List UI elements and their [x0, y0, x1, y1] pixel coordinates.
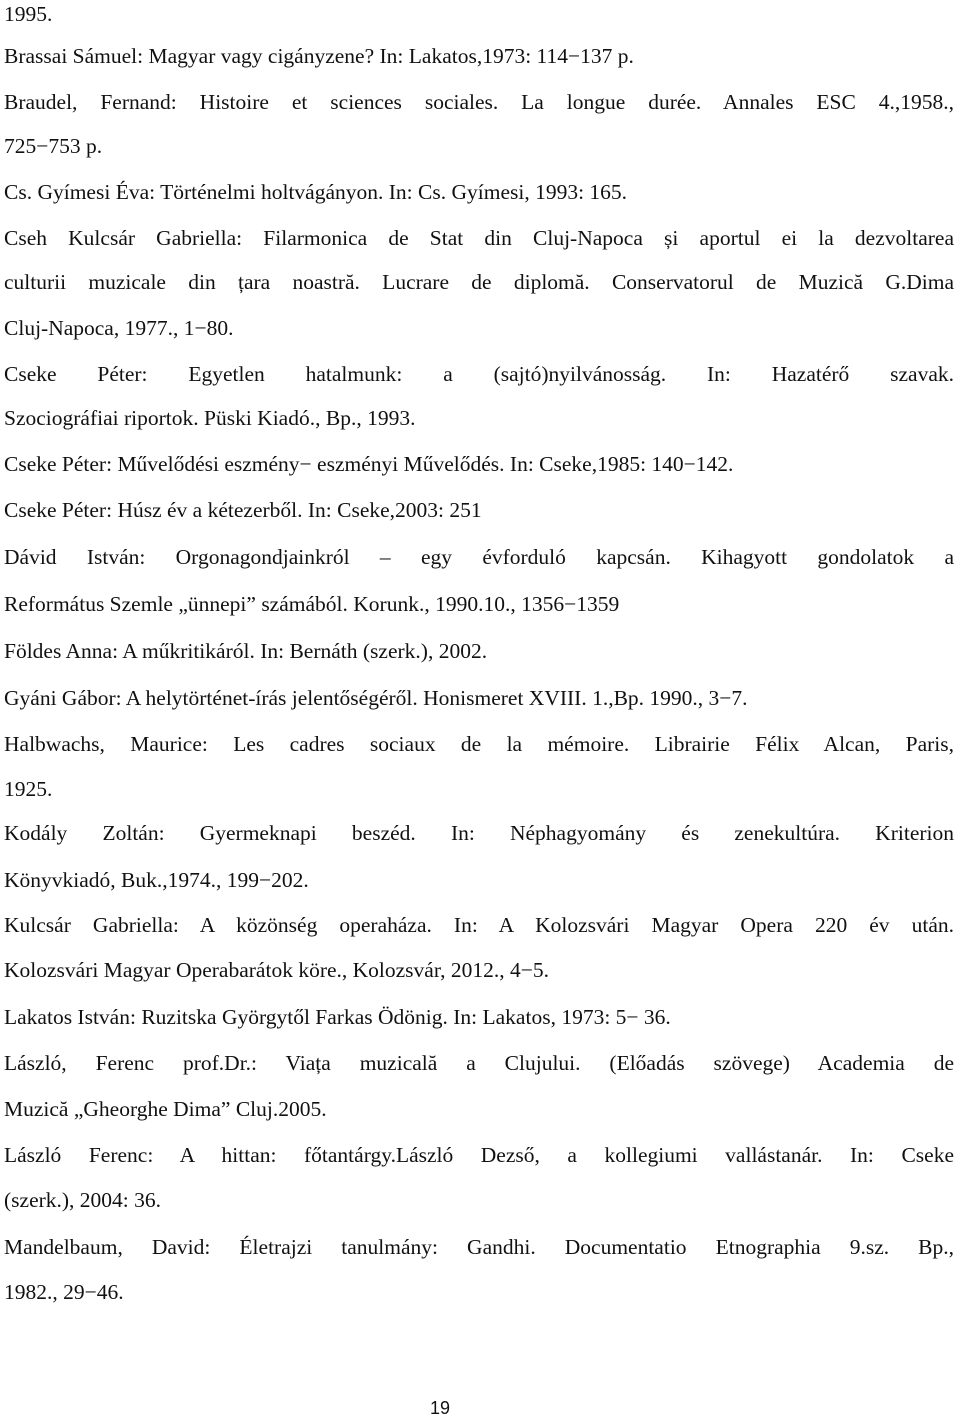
bib-line: László, Ferenc prof.Dr.: Viața muzicală a Clujului. (Előadás szövege) Academia de: [4, 1051, 954, 1075]
page-number: 19: [429, 1398, 451, 1418]
bib-line: Földes Anna: A műkritikáról. In: Bernáth (szerk.), 2002.: [4, 639, 488, 663]
bib-line: Muzică „Gheorghe Dima” Cluj.2005.: [4, 1097, 327, 1121]
bib-line: Kolozsvári Magyar Operabarátok köre., Kolozsvár, 2012., 4−5.: [4, 958, 550, 982]
bib-line: Cs. Gyímesi Éva: Történelmi holtvágányon. In: Cs. Gyímesi, 1993: 165.: [4, 180, 628, 204]
bib-line: Református Szemle „ünnepi” számából. Korunk., 1990.10., 1356−1359: [4, 592, 620, 616]
bib-line: Gyáni Gábor: A helytörténet-írás jelentőségéről. Honismeret XVIII. 1.,Bp. 1990., 3−7.: [4, 686, 748, 710]
bib-line: Dávid István: Orgonagondjainkról – egy évforduló kapcsán. Kihagyott gondolatok a: [4, 545, 954, 569]
bib-line: 1925.: [4, 777, 53, 801]
bib-line: Lakatos István: Ruzitska Györgytől Farkas Ödönig. In: Lakatos, 1973: 5− 36.: [4, 1005, 671, 1029]
bib-line: 725−753 p.: [4, 134, 103, 158]
bib-line: (szerk.), 2004: 36.: [4, 1188, 162, 1212]
bib-line: Brassai Sámuel: Magyar vagy cigányzene? In: Lakatos,1973: 114−137 p.: [4, 44, 634, 68]
bib-line: culturii muzicale din țara noastră. Lucrare de diplomă. Conservatorul de Muzică G.Dima: [4, 270, 954, 294]
bib-line: Halbwachs, Maurice: Les cadres sociaux de la mémoire. Librairie Félix Alcan, Paris,: [4, 732, 954, 756]
bib-line: Cluj-Napoca, 1977., 1−80.: [4, 316, 234, 340]
bib-line: Mandelbaum, David: Életrajzi tanulmány: Gandhi. Documentatio Etnographia 9.sz. Bp.,: [4, 1235, 954, 1259]
bib-line: Braudel, Fernand: Histoire et sciences sociales. La longue durée. Annales ESC 4.,1958.,: [4, 90, 954, 114]
bib-line: Kulcsár Gabriella: A közönség operaháza. In: A Kolozsvári Magyar Opera 220 év után.: [4, 913, 954, 937]
bib-line: Cseke Péter: Művelődési eszmény− eszményi Művelődés. In: Cseke,1985: 140−142.: [4, 452, 734, 476]
bib-line: Cseke Péter: Egyetlen hatalmunk: a (sajtó)nyilvánosság. In: Hazatérő szavak.: [4, 362, 954, 386]
bib-line: 1995.: [4, 2, 53, 26]
bib-line: Szociográfiai riportok. Püski Kiadó., Bp., 1993.: [4, 406, 416, 430]
bib-line: Könyvkiadó, Buk.,1974., 199−202.: [4, 868, 309, 892]
bib-line: Kodály Zoltán: Gyermeknapi beszéd. In: Néphagyomány és zenekultúra. Kriterion: [4, 821, 954, 845]
bib-line: 1982., 29−46.: [4, 1280, 124, 1304]
bib-line: Cseh Kulcsár Gabriella: Filarmonica de Stat din Cluj-Napoca și aportul ei la dezvoltarea: [4, 226, 954, 250]
bib-line: Cseke Péter: Húsz év a kétezerből. In: Cseke,2003: 251: [4, 498, 482, 522]
bib-line: László Ferenc: A hittan: főtantárgy.László Dezső, a kollegiumi vallástanár. In: Cseke: [4, 1143, 954, 1167]
